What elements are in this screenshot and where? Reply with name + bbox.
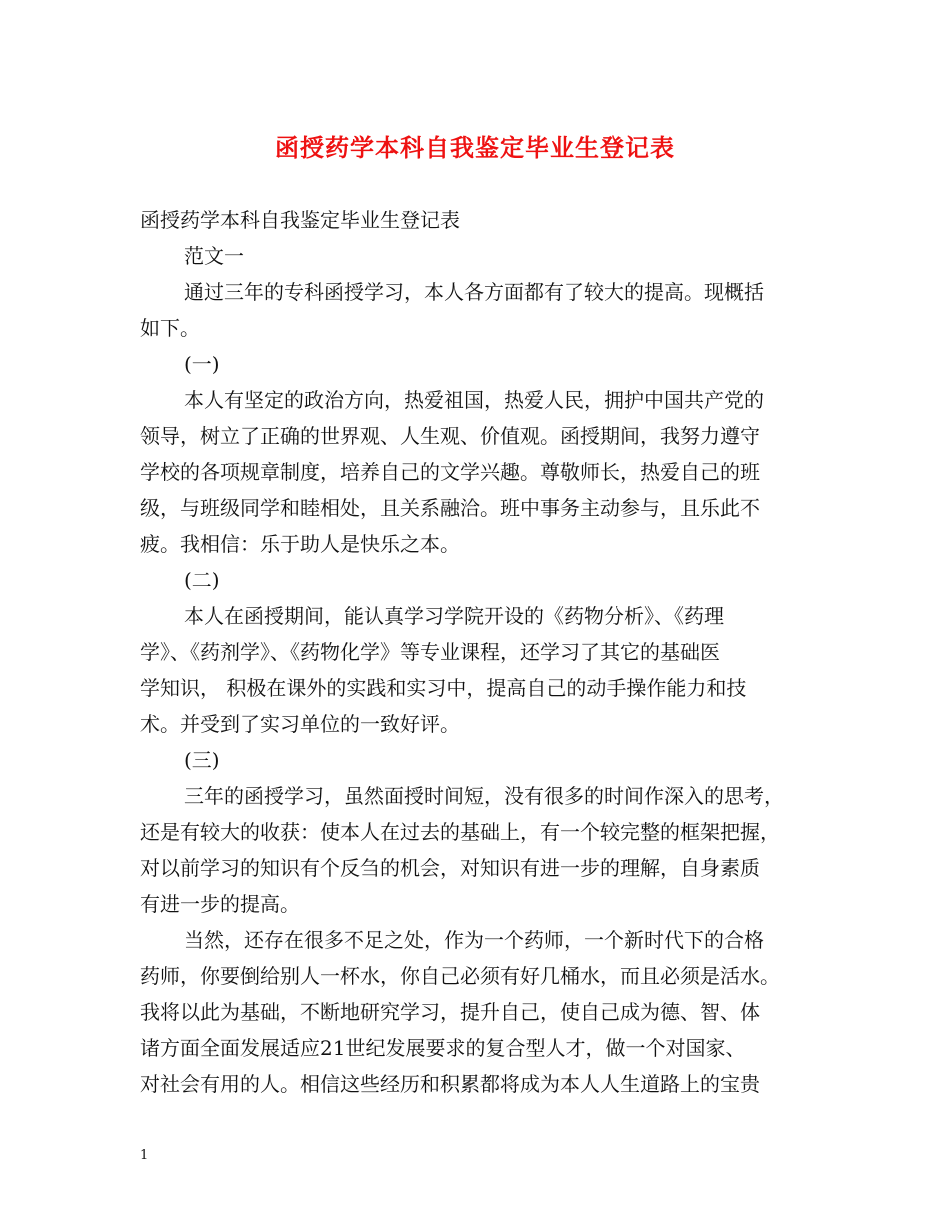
- body-line: 学知识， 积极在课外的实践和实习中，提高自己的动手操作能力和技: [140, 676, 747, 700]
- body-line: 诸方面全面发展适应21世纪发展要求的复合型人才，做一个对国家、: [140, 1036, 746, 1060]
- body-line: 范文一: [184, 244, 244, 268]
- body-line: (二): [184, 568, 220, 592]
- body-line: 领导，树立了正确的世界观、人生观、价值观。函授期间，我努力遵守: [140, 424, 760, 448]
- body-line: 药师，你要倒给别人一杯水，你自己必须有好几桶水，而且必须是活水。: [140, 964, 780, 988]
- page-number: 1: [140, 1148, 149, 1163]
- body-line: 还是有较大的收获：使本人在过去的基础上，有一个较完整的框架把握，: [140, 820, 780, 844]
- body-line: 函授药学本科自我鉴定毕业生登记表: [140, 208, 460, 232]
- body-line: 通过三年的专科函授学习，本人各方面都有了较大的提高。现概括: [184, 280, 764, 304]
- body-line: 当然，还存在很多不足之处，作为一个药师，一个新时代下的合格: [184, 928, 764, 952]
- document-title: 函授药学本科自我鉴定毕业生登记表: [275, 133, 675, 162]
- document-body: [140, 202, 812, 1102]
- body-line: 级，与班级同学和睦相处，且关系融洽。班中事务主动参与，且乐此不: [140, 496, 760, 520]
- body-line: 学校的各项规章制度，培养自己的文学兴趣。尊敬师长，热爱自己的班: [140, 460, 760, 484]
- body-line: 本人有坚定的政治方向，热爱祖国，热爱人民，拥护中国共产党的: [184, 388, 764, 412]
- body-line: (三): [184, 748, 220, 772]
- body-line: 三年的函授学习，虽然面授时间短，没有很多的时间作深入的思考，: [184, 784, 784, 808]
- body-line: 本人在函授期间，能认真学习学院开设的《药物分析》、《药理: [184, 604, 724, 628]
- body-line: 如下。: [140, 316, 200, 340]
- body-line: (一): [184, 352, 220, 376]
- body-line: 对社会有用的人。相信这些经历和积累都将成为本人人生道路上的宝贵: [140, 1072, 760, 1096]
- body-line: 对以前学习的知识有个反刍的机会，对知识有进一步的理解，自身素质: [140, 856, 760, 880]
- body-line: 学》、《药剂学》、《药物化学》等专业课程，还学习了其它的基础医: [140, 640, 720, 664]
- body-line: 疲。我相信：乐于助人是快乐之本。: [140, 532, 460, 556]
- body-line: 我将以此为基础，不断地研究学习，提升自己，使自己成为德、智、体: [140, 1000, 760, 1024]
- body-line: 有进一步的提高。: [140, 892, 300, 916]
- body-line: 术。并受到了实习单位的一致好评。: [140, 712, 460, 736]
